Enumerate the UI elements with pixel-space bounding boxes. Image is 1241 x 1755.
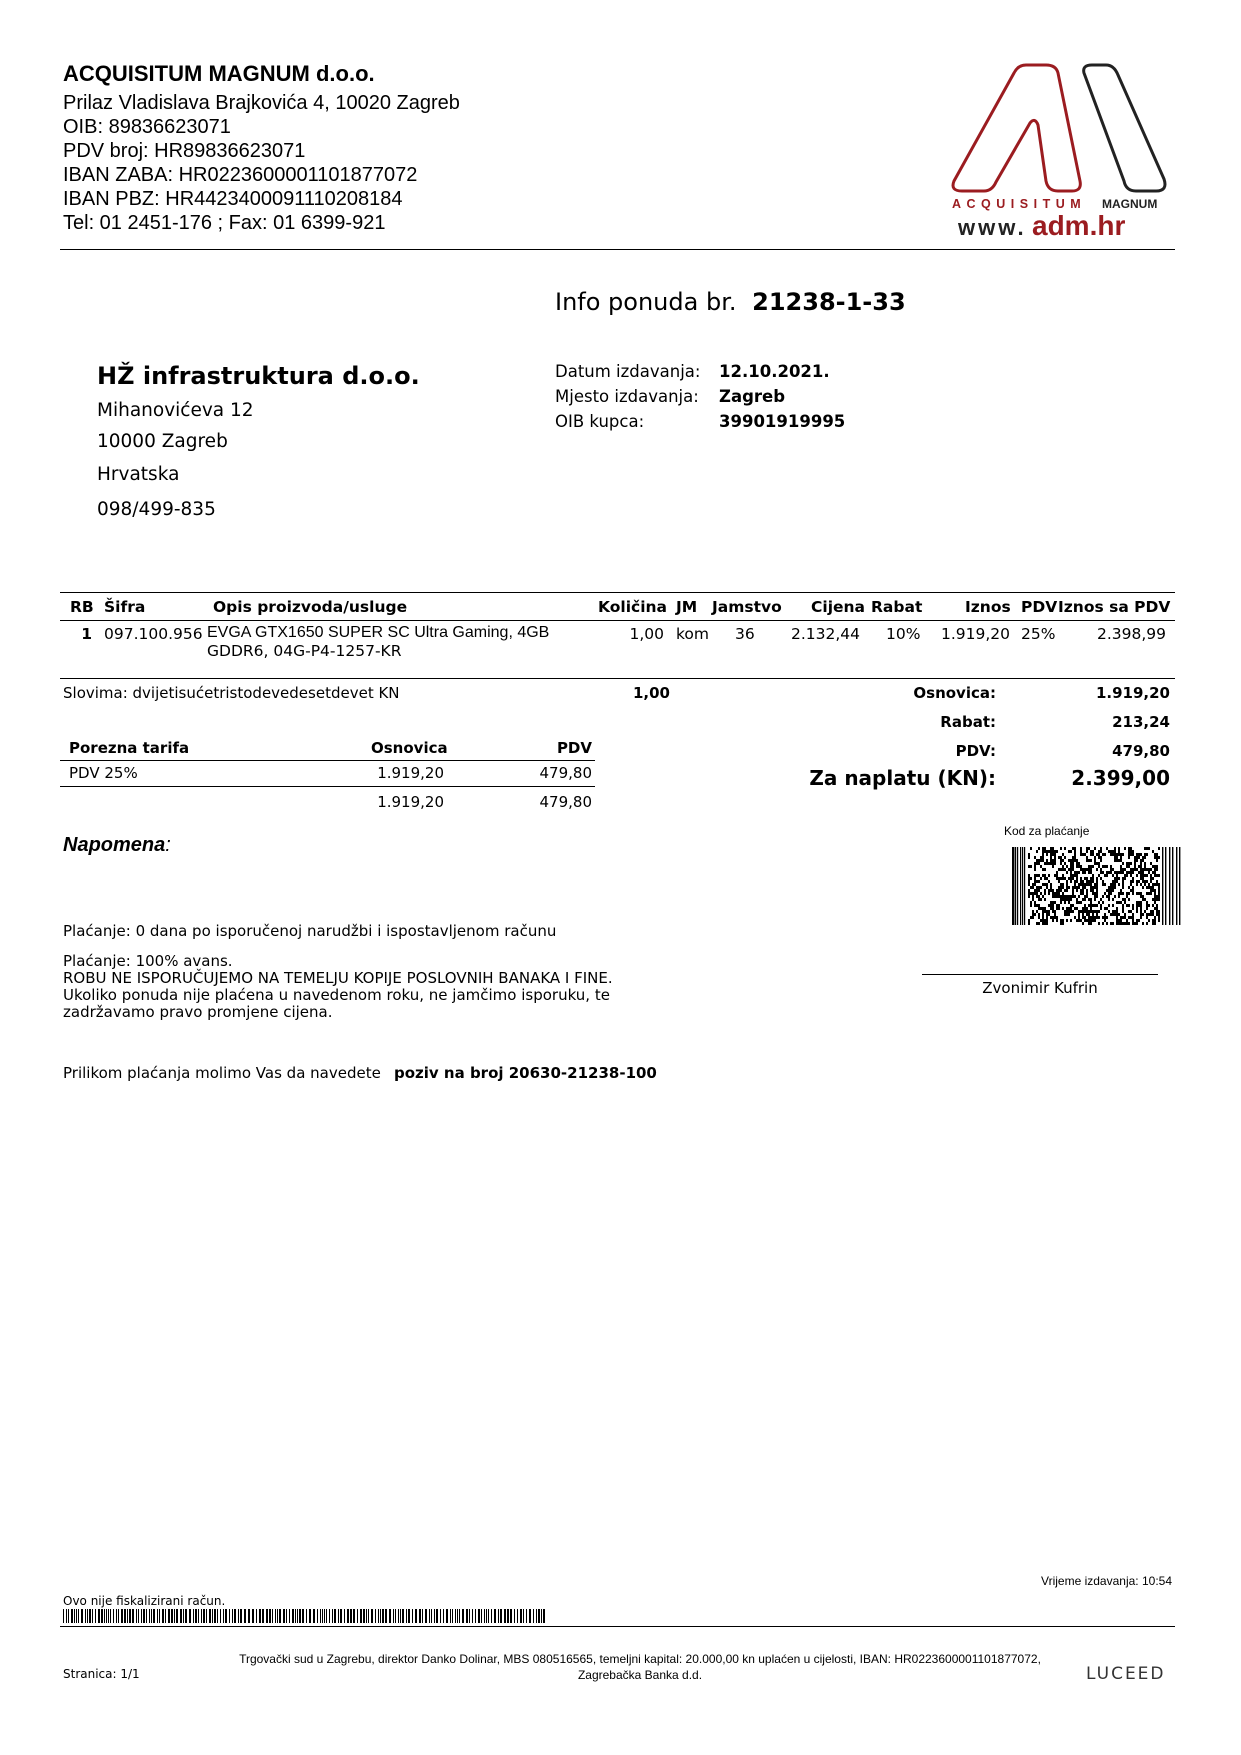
issue-place-label: Mjesto izdavanja: [555,387,699,406]
issue-date-value: 12.10.2021. [719,362,830,381]
col-jamstvo: Jamstvo [712,598,782,616]
offer-title-prefix: Info ponuda br. [555,288,737,316]
row-iznos-pdv: 2.398,99 [1096,625,1166,643]
header-divider [60,249,1175,250]
total-due-label: Za naplatu (KN): [809,766,996,790]
row-rb: 1 [81,625,92,643]
row-pdv: 25% [1021,625,1056,643]
pdv-value: 479,80 [1112,742,1170,760]
row-cijena: 2.132,44 [790,625,860,643]
buyer-city: 10000 Zagreb [97,431,228,452]
logo-www: www. [958,215,1027,240]
company-iban-zaba: IBAN ZABA: HR0223600001101877072 [63,164,418,186]
payment-note-line: Ukoliko ponuda nije plaćena u navedenom roku, ne jamčimo isporuku, te [63,986,610,1004]
barcode-icon [1012,847,1182,925]
company-iban-pbz: IBAN PBZ: HR4423400091110208184 [63,188,403,210]
footer-divider [60,1626,1175,1627]
offer-title [555,288,906,316]
table-bottom-border [60,678,1175,679]
tax-row-border [60,786,595,787]
col-kolicina: Količina [598,598,668,616]
payment-note-line: Plaćanje: 100% avans. [63,952,233,970]
payment-code-label: Kod za plaćanje [1004,824,1090,838]
company-logo [946,63,1178,245]
row-kolicina: 1,00 [629,625,664,643]
row-sifra: 097.100.956 [104,625,203,643]
tax-row-osnovica: 1.919,20 [377,764,444,782]
buyer-oib-label: OIB kupca: [555,412,645,431]
rabat-value: 213,24 [1112,713,1170,731]
col-rb: RB [70,598,94,616]
tax-col-tarifa: Porezna tarifa [69,739,190,757]
row-opis-line1: EVGA GTX1650 SUPER SC Ultra Gaming, 4GB [207,624,550,641]
buyer-street: Mihanovićeva 12 [97,400,254,421]
fiscal-note: Ovo nije fiskalizirani račun. [63,1594,226,1608]
tax-row-pdv: 479,80 [539,764,592,782]
col-opis: Opis proizvoda/usluge [213,598,408,616]
table-header-border [60,620,1175,621]
logo-mark-icon [946,63,1178,245]
company-info [63,62,460,235]
amount-in-words: Slovima: dvijetisućetristodevedesetdevet KN [63,684,400,702]
barcode-strip-icon [63,1609,548,1623]
payment-reference: poziv na broj 20630-21238-100 [394,1064,657,1082]
payment-terms: Plaćanje: 0 dana po isporučenoj narudžbi i ispostavljenom računu [63,922,557,940]
col-sifra: Šifra [104,598,146,616]
tax-total-osnovica: 1.919,20 [377,793,444,811]
buyer-name: HŽ infrastruktura d.o.o. [97,362,420,390]
col-iznos-pdv: Iznos sa PDV [1058,598,1171,616]
company-name: ACQUISITUM MAGNUM d.o.o. [63,61,375,86]
payment-notes [63,953,613,1021]
legal-info [160,1651,1120,1683]
legal-line: Trgovački sud u Zagrebu, direktor Danko Dolinar, MBS 080516565, temeljni kapital: 20.000,00 kn uplaćen u cijelosti, IBAN: HR0223600001101877072, [239,1652,1041,1666]
osnovica-value: 1.919,20 [1095,684,1170,702]
company-phone: Tel: 01 2451-176 ; Fax: 01 6399-921 [63,212,386,234]
total-due-value: 2.399,00 [1071,766,1170,790]
row-opis-line2: GDDR6, 04G-P4-1257-KR [207,642,402,660]
logo-domain: adm.hr [1032,210,1126,241]
rabat-label: Rabat: [940,713,996,731]
buyer-country: Hrvatska [97,464,180,485]
pdv-label: PDV: [955,742,996,760]
buyer-oib-value: 39901919995 [719,412,846,431]
luceed-logo: LUCEED [1086,1664,1166,1684]
col-iznos: Iznos [965,598,1011,616]
issue-date-label: Datum izdavanja: [555,362,701,381]
company-vat: PDV broj: HR89836623071 [63,140,306,162]
payment-note-line: zadržavamo pravo promjene cijena. [63,1003,333,1021]
page-number: Stranica: 1/1 [63,1667,140,1681]
company-oib: OIB: 89836623071 [63,116,231,138]
row-iznos: 1.919,20 [940,625,1010,643]
tax-row-tarifa: PDV 25% [69,764,138,782]
logo-word2: MAGNUM [1102,197,1158,211]
col-pdv: PDV [1021,598,1058,616]
col-jm: JM [676,598,698,616]
reference-prefix: Prilikom plaćanja molimo Vas da navedete [63,1064,381,1082]
issue-place-value: Zagreb [719,387,786,406]
osnovica-label: Osnovica: [913,684,996,702]
row-rabat: 10% [886,625,921,643]
issue-time: Vrijeme izdavanja: 10:54 [1041,1574,1172,1588]
row-jm: kom [676,625,710,643]
signatory-name: Zvonimir Kufrin [982,979,1098,997]
tax-total-pdv: 479,80 [539,793,592,811]
row-jamstvo: 36 [735,625,755,643]
offer-number: 21238-1-33 [752,288,906,316]
note-heading: Napomena: [63,834,171,856]
legal-line: Zagrebačka Banka d.d. [577,1668,703,1682]
tax-col-osnovica: Osnovica [371,739,448,757]
col-cijena: Cijena [811,598,866,616]
buyer-phone: 098/499-835 [97,499,216,520]
total-quantity: 1,00 [632,684,670,702]
payment-note-line: ROBU NE ISPORUČUJEMO NA TEMELJU KOPIJE POSLOVNIH BANAKA I FINE. [63,969,613,987]
tax-col-pdv: PDV [556,739,592,757]
payment-barcode [1012,847,1182,930]
signature-line [922,974,1158,975]
col-rabat: Rabat [871,598,923,616]
company-address: Prilaz Vladislava Brajkovića 4, 10020 Zagreb [63,92,460,114]
table-top-border [60,592,1175,593]
tax-header-border [60,760,595,761]
logo-word1: ACQUISITUM [952,197,1087,211]
